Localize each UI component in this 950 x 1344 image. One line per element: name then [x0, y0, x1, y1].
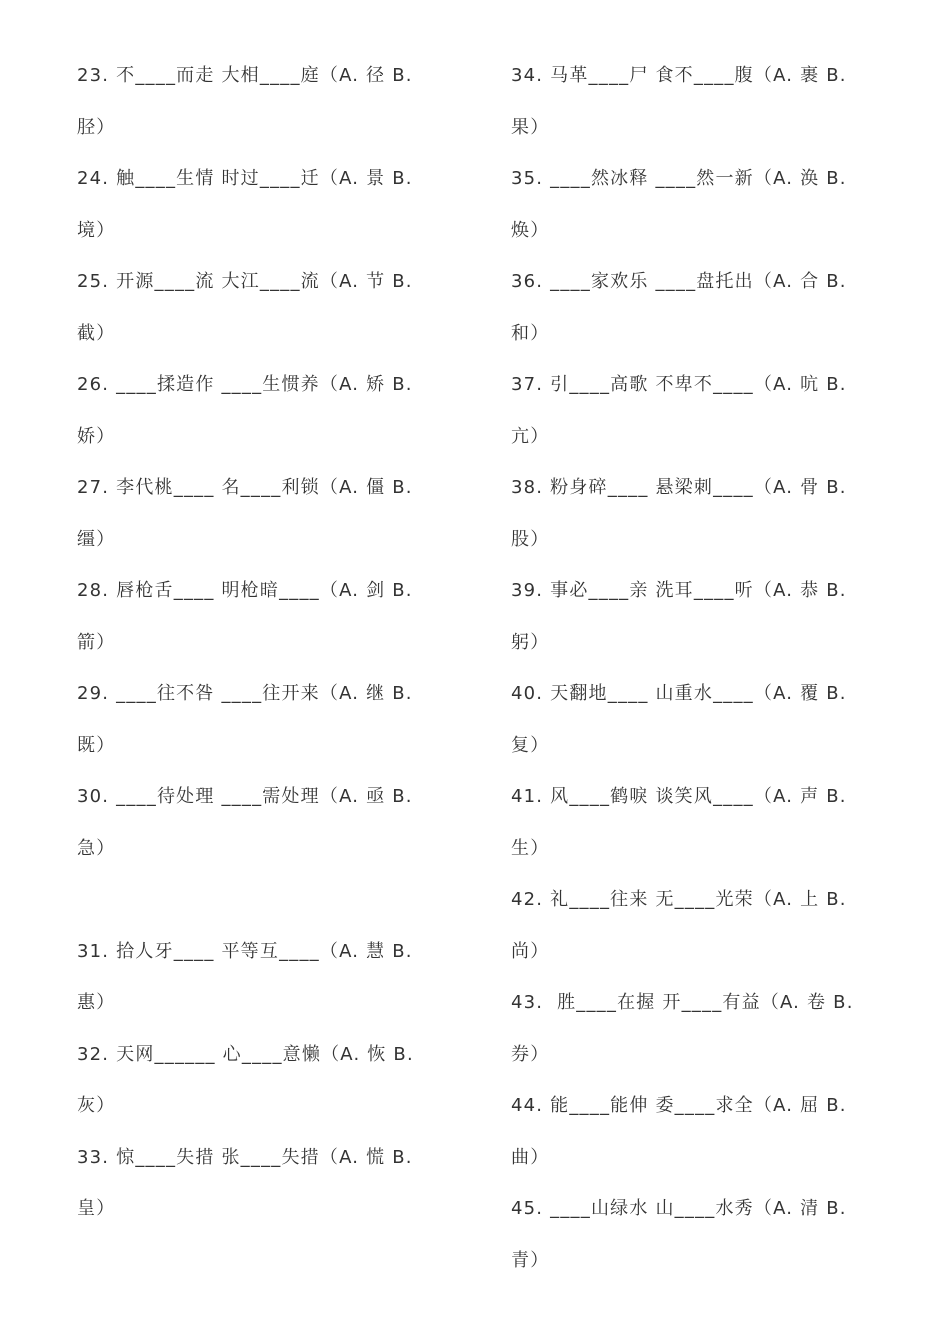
question-line: 24. 触____生情 时过____迁（A. 景 B. — [77, 168, 413, 189]
question-answer-line: 复） — [511, 734, 550, 756]
question-line: 39. 事必____亲 洗耳____听（A. 恭 B. — [511, 580, 847, 601]
question-line: 42. 礼____往来 无____光荣（A. 上 B. — [511, 889, 847, 910]
question-line: 30. ____待处理 ____需处理（A. 亟 B. — [77, 786, 413, 807]
question-line: 27. 李代桃____ 名____利锁（A. 僵 B. — [77, 477, 413, 498]
question-24 — [77, 153, 447, 256]
question-42 — [511, 874, 891, 977]
question-38 — [511, 462, 891, 565]
question-40 — [511, 668, 891, 771]
question-answer-line: 急） — [77, 837, 116, 859]
question-answer-line: 既） — [77, 734, 116, 756]
question-line: 43. 胜____在握 开____有益（A. 卷 B. — [511, 992, 854, 1013]
question-line: 37. 引____高歌 不卑不____（A. 吭 B. — [511, 374, 847, 395]
question-answer-line: 曲） — [511, 1146, 550, 1168]
question-37 — [511, 359, 891, 462]
question-answer-line: 焕） — [511, 219, 550, 241]
question-answer-line: 缰） — [77, 528, 116, 550]
question-answer-line: 青） — [511, 1249, 550, 1271]
question-answer-line: 果） — [511, 116, 550, 138]
question-36 — [511, 256, 891, 359]
question-43 — [511, 977, 891, 1080]
question-answer-line: 境） — [77, 219, 116, 241]
question-30 — [77, 771, 447, 874]
question-23 — [77, 50, 447, 153]
question-25 — [77, 256, 447, 359]
question-line: 36. ____家欢乐 ____盘托出（A. 合 B. — [511, 271, 847, 292]
question-line: 38. 粉身碎____ 悬梁刺____（A. 骨 B. — [511, 477, 847, 498]
question-35 — [511, 153, 891, 256]
question-line: 26. ____揉造作 ____生惯养（A. 矫 B. — [77, 374, 413, 395]
question-45 — [511, 1183, 891, 1286]
question-line: 41. 风____鹤唳 谈笑风____（A. 声 B. — [511, 786, 847, 807]
question-answer-line: 惠） — [77, 992, 116, 1013]
question-answer-line: 娇） — [77, 425, 116, 447]
question-answer-line: 箭） — [77, 631, 116, 653]
question-31 — [77, 926, 447, 1029]
question-line: 23. 不____而走 大相____庭（A. 径 B. — [77, 65, 413, 86]
question-27 — [77, 462, 447, 565]
question-44 — [511, 1080, 891, 1183]
question-answer-line: 躬） — [511, 631, 550, 653]
blank-gap — [77, 874, 447, 926]
question-line: 35. ____然冰释 ____然一新（A. 涣 B. — [511, 168, 847, 189]
question-answer-line: 生） — [511, 837, 550, 859]
question-line: 25. 开源____流 大江____流（A. 节 B. — [77, 271, 413, 292]
left-column — [77, 50, 447, 1235]
question-26 — [77, 359, 447, 462]
question-line: 29. ____往不咎 ____往开来（A. 继 B. — [77, 683, 413, 704]
question-answer-line: 尚） — [511, 940, 550, 962]
question-line: 44. 能____能伸 委____求全（A. 屈 B. — [511, 1095, 847, 1116]
question-line: 34. 马革____尸 食不____腹（A. 裹 B. — [511, 65, 847, 86]
question-answer-line: 券） — [511, 1043, 550, 1065]
question-line: 28. 唇枪舌____ 明枪暗____（A. 剑 B. — [77, 580, 413, 601]
question-line: 40. 天翻地____ 山重水____（A. 覆 B. — [511, 683, 847, 704]
question-answer-line: 皇） — [77, 1198, 116, 1219]
question-line: 31. 拾人牙____ 平等互____（A. 慧 B. — [77, 940, 413, 962]
right-column — [511, 50, 891, 1286]
question-39 — [511, 565, 891, 668]
question-answer-line: 股） — [511, 528, 550, 550]
question-33 — [77, 1132, 447, 1235]
question-34 — [511, 50, 891, 153]
question-answer-line: 截） — [77, 322, 116, 344]
question-answer-line: 灰） — [77, 1095, 116, 1116]
question-41 — [511, 771, 891, 874]
question-32 — [77, 1029, 447, 1132]
question-28 — [77, 565, 447, 668]
question-line: 32. 天网______ 心____意懒（A. 恢 B. — [77, 1043, 414, 1065]
question-29 — [77, 668, 447, 771]
question-answer-line: 亢） — [511, 425, 550, 447]
question-line: 33. 惊____失措 张____失措（A. 慌 B. — [77, 1146, 413, 1168]
question-line: 45. ____山绿水 山____水秀（A. 清 B. — [511, 1198, 847, 1219]
question-answer-line: 和） — [511, 322, 550, 344]
question-answer-line: 胫） — [77, 116, 116, 138]
